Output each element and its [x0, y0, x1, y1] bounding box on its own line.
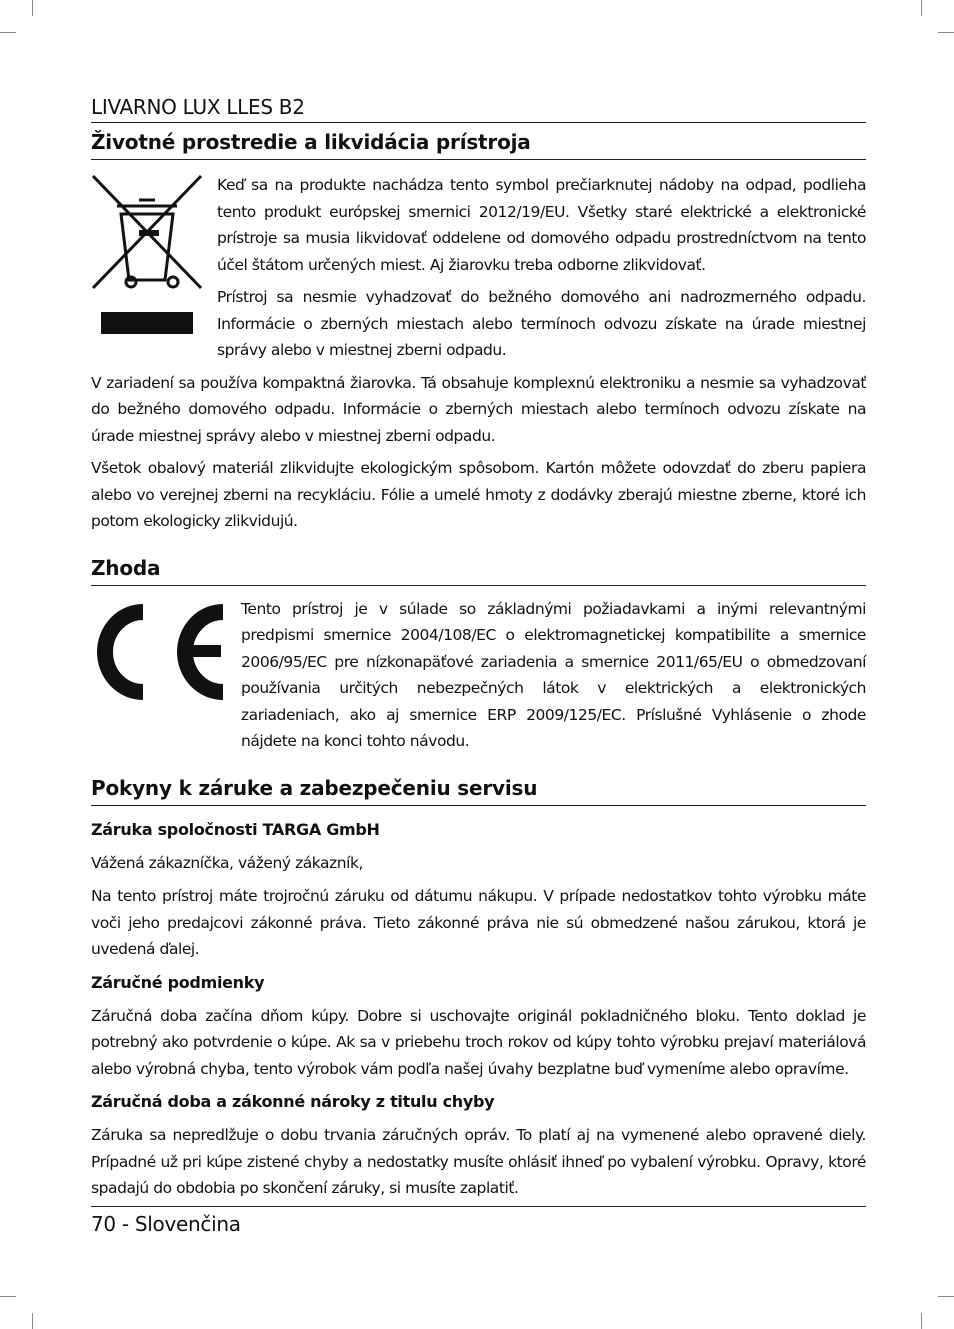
- crop-mark: [938, 1296, 954, 1297]
- running-header: LIVARNO LUX LLES B2: [91, 94, 866, 123]
- ce-symbol: [91, 596, 241, 755]
- page-footer: 70 - Slovenčina: [91, 1206, 866, 1241]
- paragraph: Všetok obalový materiál zlikvidujte ekologickým spôsobom. Kartón môžete odovzdať do zberu papiera alebo vo verejnej zberni na recykláciu. Fólie a umelé hmoty z dodávky zberajú miestne zberne, ktoré ich potom ekologicky zlikvidujú.: [91, 459, 866, 530]
- paragraph: Tento prístroj je v súlade so základnými požiadavkami a inými relevantnými predpismi smernice 2004/108/EC o elektromagnetickej kompatibilite a smernice 2006/95/EC pre nízkonapäťové zariadenia a smernice 2011/65/EU o obmedzovaní používania určitých nebezpečných látok v elektrických a elektronických zariadeniach, ako aj smernice ERP 2009/125/EC. Príslušné Vyhlásenie o zhode nájdete na konci tohto návodu.: [241, 599, 866, 750]
- crop-mark: [32, 1313, 33, 1329]
- crop-mark: [0, 32, 16, 33]
- manual-page: [91, 94, 866, 1202]
- crossed-out-wheelie-bin-icon: [91, 172, 203, 338]
- section-title-conformity: Zhoda: [91, 549, 866, 586]
- ce-mark-icon: [91, 600, 231, 704]
- weee-block: [91, 172, 866, 364]
- paragraph: V zariadení sa používa kompaktná žiarovka. Tá obsahuje komplexnú elektroniku a nesmie sa vyhadzovať do bežného domového odpadu. Informácie o zberných miestach alebo termínoch odvozu získate na úrade miestnej správy alebo v miestnej zberni odpadu.: [91, 373, 866, 445]
- paragraph: Záruka sa nepredlžuje o dobu trvania záručných opráv. To platí aj na vymenené alebo opravené diely. Prípadné už pri kúpe zistené chyby a nedostatky musíte ohlásiť ihneď po vybalení výrobku. Opravy, ktoré spadajú do obdobia po skončení záruky, si musíte zaplatiť.: [91, 1126, 866, 1197]
- paragraph: Záručná doba začína dňom kúpy. Dobre si uschovajte originál pokladničného bloku. Tento doklad je potrebný ako potvrdenie o kúpe. Ak sa v priebehu troch rokov od kúpy tohto výrobku prejaví materiálová alebo výrobná chyba, tento výrobok vám podľa našej úvahy bezplatne buď vymeníme alebo opravíme.: [91, 1006, 866, 1078]
- conformity-block: [91, 596, 866, 755]
- section-title-environment: Životné prostredie a likvidácia prístroja: [91, 123, 866, 160]
- section-title-warranty: Pokyny k záruke a zabezpečeniu servisu: [91, 769, 866, 806]
- crop-mark: [32, 0, 33, 16]
- paragraph: Vážená zákazníčka, vážený zákazník,: [91, 853, 364, 872]
- subheading: Záručná doba a zákonné nároky z titulu chyby: [91, 1092, 495, 1111]
- paragraph: Na tento prístroj máte trojročnú záruku od dátumu nákupu. V prípade nedostatkov tohto výrobku máte voči jeho predajcovi zákonné práva. Tieto zákonné práva nie sú obmedzené našou zárukou, ktorá je uvedená ďalej.: [91, 887, 866, 958]
- crop-mark: [0, 1296, 16, 1297]
- subheading: Záruka spoločnosti TARGA GmbH: [91, 819, 380, 839]
- crop-mark: [921, 0, 922, 16]
- paragraph: Keď sa na produkte nachádza tento symbol prečiarknutej nádoby na odpad, podlieha tento produkt európskej smernici 2012/19/EU. Všetky staré elektrické a elektronické prístroje sa musia likvidovať oddelene od domového odpadu prostredníctvom na tento účel štátom určených miest. Aj žiarovku treba odborne zlikvidovať.: [217, 176, 866, 274]
- weee-symbol: [91, 172, 217, 364]
- subheading: Záručné podmienky: [91, 972, 265, 992]
- crop-mark: [938, 32, 954, 33]
- crop-mark: [921, 1313, 922, 1329]
- paragraph: Prístroj sa nesmie vyhadzovať do bežného domového ani nadrozmerného odpadu. Informácie o zberných miestach alebo termínoch odvozu získate na úrade miestnej správy alebo v miestnej zberni odpadu.: [217, 288, 866, 359]
